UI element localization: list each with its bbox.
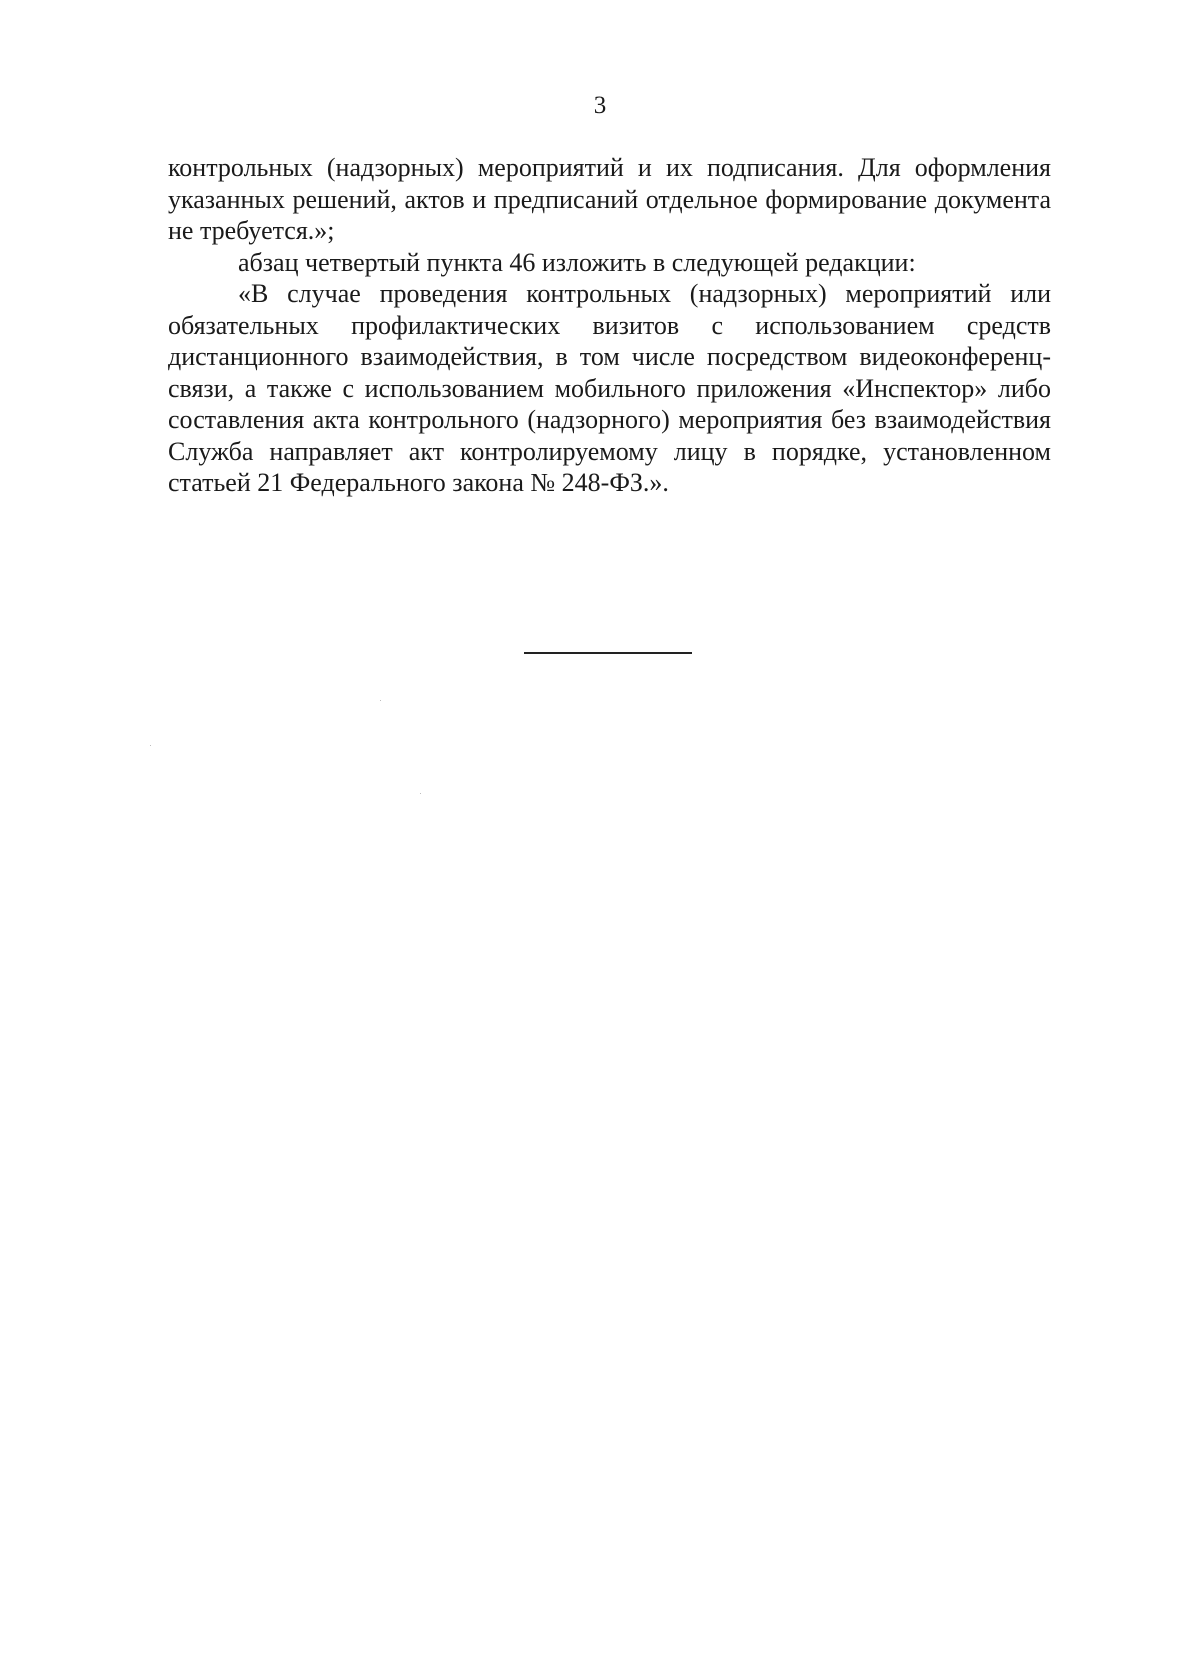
paragraph-amendment-instruction: абзац четвертый пункта 46 изложить в следующей редакции: xyxy=(238,247,916,277)
paragraph-continuation: контрольных (надзорных) мероприятий и их подписания. Для оформления указанных решений, актов и предписаний отдельное формирование документа не требуется.»; xyxy=(168,153,1051,245)
paragraph-amendment-text: «В случае проведения контрольных (надзорных) мероприятий или обязательных профилактических визитов с использованием средств дистанционного взаимодействия, в том числе посредством видеоконференц-связи, а также с использованием мобильного приложения «Инспектор» либо составления акта контрольного (надзорного) мероприятия без взаимодействия Служба направляет акт контролируемому лицу в порядке, установленном статьей 21 Федерального закона № 248-ФЗ.». xyxy=(168,279,1051,497)
scan-speck xyxy=(420,793,421,794)
scan-speck xyxy=(150,745,151,746)
scan-speck xyxy=(380,700,381,701)
document-body xyxy=(168,152,1051,499)
page-number: 3 xyxy=(593,92,607,119)
end-separator-line xyxy=(524,652,692,654)
